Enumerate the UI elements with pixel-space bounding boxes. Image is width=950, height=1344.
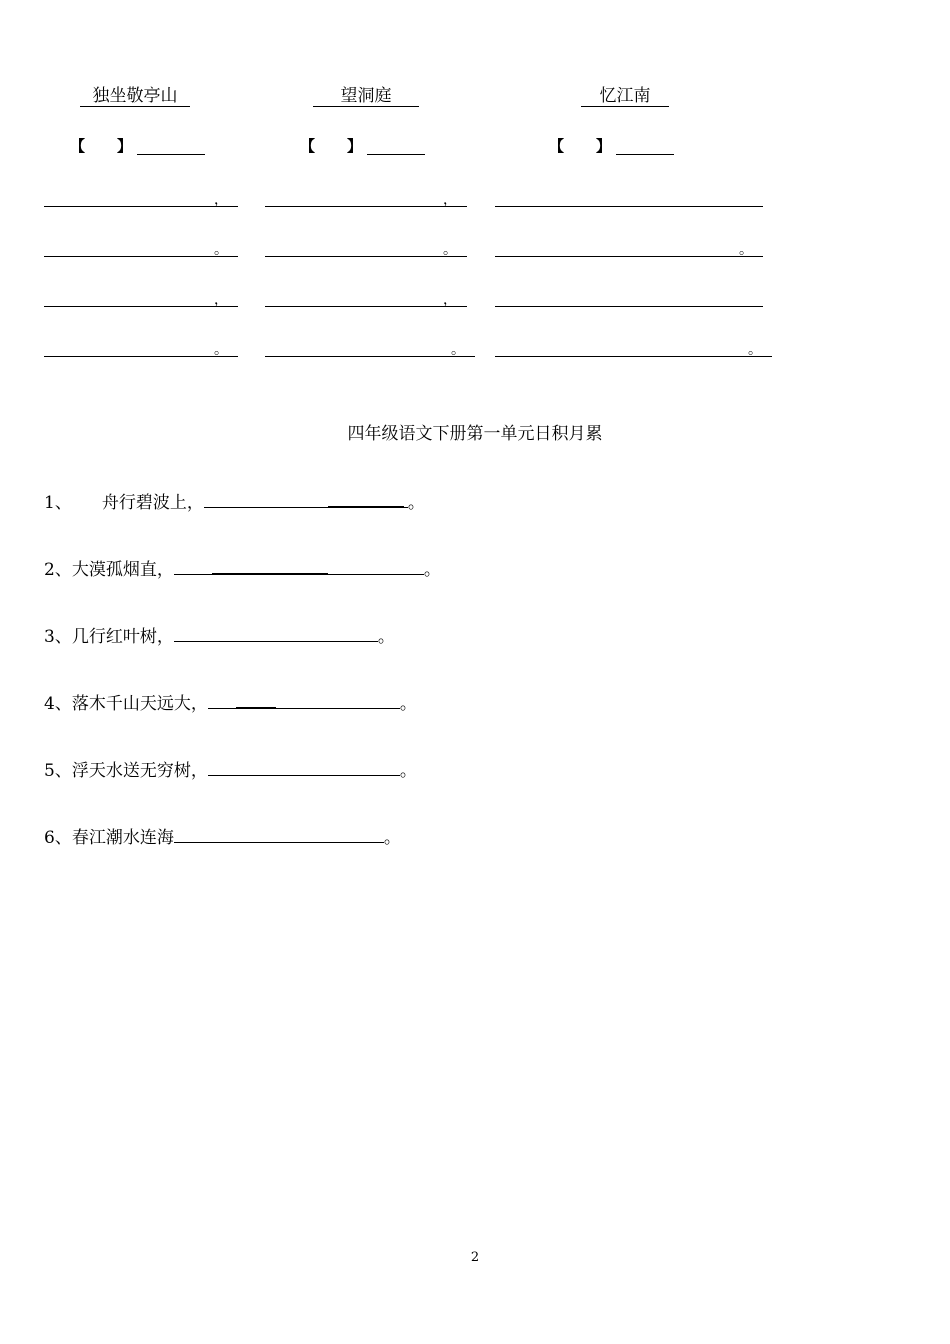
bracket-close: 】 — [347, 137, 363, 155]
line-punct: 。 — [748, 342, 762, 358]
exercise-prompt: 春江潮水连海 — [71, 828, 174, 848]
poem-2-line-4[interactable] — [265, 338, 475, 357]
exercise-prompt: 落木千山天远大， — [71, 694, 208, 714]
answer-blank[interactable] — [174, 558, 424, 575]
line-punct: ， — [214, 292, 228, 308]
answer-blank[interactable] — [208, 692, 400, 709]
section-title: 四年级语文下册第一单元日积月累 — [347, 424, 603, 444]
exercise-number: 6、 — [44, 828, 72, 848]
poem-1-line-1[interactable] — [44, 188, 238, 207]
poem-3-line-2[interactable] — [495, 238, 763, 257]
bracket-open: 【 — [300, 137, 316, 155]
author-blank[interactable] — [367, 140, 425, 155]
exercise-prompt: 几行红叶树， — [71, 627, 174, 647]
exercise-number: 2、 — [44, 560, 72, 580]
exercise-end: 。 — [399, 694, 417, 714]
poem-3-line-1[interactable] — [495, 188, 763, 207]
poem-1-line-3[interactable] — [44, 288, 238, 307]
exercise-5 — [44, 759, 417, 781]
poem-1-line-2[interactable] — [44, 238, 238, 257]
exercise-prompt: 大漠孤烟直， — [71, 560, 174, 580]
line-punct: ， — [443, 192, 457, 208]
poem-2-line-3[interactable] — [265, 288, 467, 307]
exercise-4 — [44, 692, 417, 714]
line-punct: ， — [214, 192, 228, 208]
exercise-6 — [44, 826, 401, 848]
author-blank[interactable] — [616, 140, 674, 155]
line-punct: 。 — [214, 342, 228, 358]
exercise-1 — [44, 491, 425, 513]
exercise-prompt: 舟行碧波上， — [101, 493, 204, 513]
exercise-number: 4、 — [44, 694, 72, 714]
bracket-close: 】 — [596, 137, 612, 155]
exercise-prompt: 浮天水送无穷树， — [71, 761, 208, 781]
exercise-3 — [44, 625, 395, 647]
line-punct: 。 — [443, 242, 457, 258]
poem-2-line-2[interactable] — [265, 238, 467, 257]
exercise-end: 。 — [407, 493, 425, 513]
answer-blank[interactable] — [174, 826, 384, 843]
poem-2-line-1[interactable] — [265, 188, 467, 207]
exercise-2 — [44, 558, 441, 580]
bracket-close: 】 — [117, 137, 133, 155]
author-row-3 — [549, 137, 674, 155]
line-punct: 。 — [739, 242, 753, 258]
answer-blank[interactable] — [174, 625, 378, 642]
author-blank[interactable] — [137, 140, 205, 155]
poem-3-line-4[interactable] — [495, 338, 772, 357]
exercise-end: 。 — [377, 627, 395, 647]
bracket-open: 【 — [70, 137, 86, 155]
poem-title-1: 独坐敬亭山 — [80, 86, 190, 107]
exercise-number: 5、 — [44, 761, 72, 781]
page-number: 2 — [470, 1250, 480, 1265]
exercise-end: 。 — [423, 560, 441, 580]
poem-title-2: 望洞庭 — [313, 86, 419, 107]
author-row-1 — [70, 137, 205, 155]
line-punct: 。 — [214, 242, 228, 258]
poem-3-line-3[interactable] — [495, 288, 763, 307]
line-punct: ， — [443, 292, 457, 308]
poem-title-3: 忆江南 — [581, 86, 669, 107]
line-punct: 。 — [451, 342, 465, 358]
bracket-open: 【 — [549, 137, 565, 155]
author-row-2 — [300, 137, 425, 155]
answer-blank[interactable] — [208, 759, 400, 776]
exercise-number: 3、 — [44, 627, 72, 647]
exercise-end: 。 — [399, 761, 417, 781]
answer-blank[interactable] — [204, 491, 408, 508]
poem-1-line-4[interactable] — [44, 338, 238, 357]
exercise-end: 。 — [383, 828, 401, 848]
exercise-number: 1、 — [44, 493, 72, 513]
